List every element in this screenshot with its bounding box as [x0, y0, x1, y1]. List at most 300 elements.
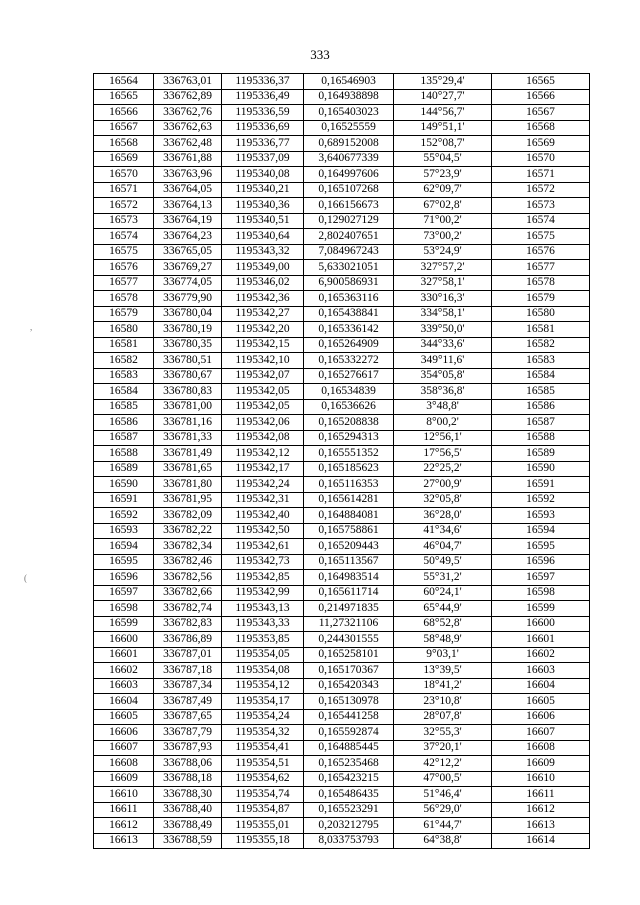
point-number-cell: 16593	[94, 523, 154, 539]
y-coordinate-cell: 1195336,77	[222, 136, 304, 152]
table-row	[94, 570, 590, 586]
bearing-cell: 344°33,6'	[394, 337, 492, 353]
y-coordinate-cell: 1195336,59	[222, 105, 304, 121]
table-row	[94, 368, 590, 384]
table-body	[94, 74, 590, 849]
table-row	[94, 399, 590, 415]
point-number-cell: 16595	[94, 554, 154, 570]
bearing-cell: 53°24,9'	[394, 244, 492, 260]
table-row	[94, 601, 590, 617]
margin-mark: ,	[30, 322, 33, 332]
x-coordinate-cell: 336788,49	[154, 818, 222, 834]
point-number-cell: 16596	[94, 570, 154, 586]
y-coordinate-cell: 1195342,07	[222, 368, 304, 384]
distance-cell: 0,166156673	[304, 198, 394, 214]
next-point-cell: 16601	[492, 632, 590, 648]
y-coordinate-cell: 1195354,08	[222, 663, 304, 679]
point-number-cell: 16612	[94, 818, 154, 834]
x-coordinate-cell: 336780,83	[154, 384, 222, 400]
y-coordinate-cell: 1195342,24	[222, 477, 304, 493]
distance-cell: 0,165264909	[304, 337, 394, 353]
table-row	[94, 213, 590, 229]
y-coordinate-cell: 1195353,85	[222, 632, 304, 648]
x-coordinate-cell: 336787,65	[154, 709, 222, 725]
next-point-cell: 16571	[492, 167, 590, 183]
distance-cell: 0,165420343	[304, 678, 394, 694]
distance-cell: 0,165758861	[304, 523, 394, 539]
x-coordinate-cell: 336788,59	[154, 833, 222, 849]
distance-cell: 0,165332272	[304, 353, 394, 369]
distance-cell: 0,165614281	[304, 492, 394, 508]
x-coordinate-cell: 336762,76	[154, 105, 222, 121]
point-number-cell: 16569	[94, 151, 154, 167]
bearing-cell: 152°08,7'	[394, 136, 492, 152]
x-coordinate-cell: 336780,67	[154, 368, 222, 384]
point-number-cell: 16602	[94, 663, 154, 679]
distance-cell: 0,164884081	[304, 508, 394, 524]
coordinates-table	[93, 73, 590, 849]
point-number-cell: 16576	[94, 260, 154, 276]
y-coordinate-cell: 1195342,31	[222, 492, 304, 508]
bearing-cell: 47°00,5'	[394, 771, 492, 787]
next-point-cell: 16611	[492, 787, 590, 803]
y-coordinate-cell: 1195349,00	[222, 260, 304, 276]
x-coordinate-cell: 336782,66	[154, 585, 222, 601]
bearing-cell: 330°16,3'	[394, 291, 492, 307]
table-row	[94, 430, 590, 446]
next-point-cell: 16587	[492, 415, 590, 431]
bearing-cell: 358°36,8'	[394, 384, 492, 400]
point-number-cell: 16568	[94, 136, 154, 152]
point-number-cell: 16589	[94, 461, 154, 477]
distance-cell: 0,165486435	[304, 787, 394, 803]
distance-cell: 0,16546903	[304, 74, 394, 90]
next-point-cell: 16602	[492, 647, 590, 663]
x-coordinate-cell: 336782,22	[154, 523, 222, 539]
table-row	[94, 229, 590, 245]
x-coordinate-cell: 336761,88	[154, 151, 222, 167]
x-coordinate-cell: 336763,01	[154, 74, 222, 90]
table-row	[94, 244, 590, 260]
point-number-cell: 16564	[94, 74, 154, 90]
point-number-cell: 16585	[94, 399, 154, 415]
bearing-cell: 349°11,6'	[394, 353, 492, 369]
x-coordinate-cell: 336774,05	[154, 275, 222, 291]
x-coordinate-cell: 336762,89	[154, 89, 222, 105]
x-coordinate-cell: 336788,18	[154, 771, 222, 787]
point-number-cell: 16601	[94, 647, 154, 663]
distance-cell: 3,640677339	[304, 151, 394, 167]
table-row	[94, 787, 590, 803]
x-coordinate-cell: 336787,18	[154, 663, 222, 679]
y-coordinate-cell: 1195354,41	[222, 740, 304, 756]
point-number-cell: 16597	[94, 585, 154, 601]
table-row	[94, 616, 590, 632]
point-number-cell: 16573	[94, 213, 154, 229]
table-row	[94, 523, 590, 539]
table-row	[94, 802, 590, 818]
distance-cell: 0,244301555	[304, 632, 394, 648]
point-number-cell: 16608	[94, 756, 154, 772]
distance-cell: 0,165113567	[304, 554, 394, 570]
table-row	[94, 740, 590, 756]
next-point-cell: 16606	[492, 709, 590, 725]
next-point-cell: 16593	[492, 508, 590, 524]
x-coordinate-cell: 336787,49	[154, 694, 222, 710]
point-number-cell: 16591	[94, 492, 154, 508]
x-coordinate-cell: 336782,83	[154, 616, 222, 632]
table-row	[94, 353, 590, 369]
bearing-cell: 46°04,7'	[394, 539, 492, 555]
distance-cell: 0,164997606	[304, 167, 394, 183]
table-row	[94, 306, 590, 322]
y-coordinate-cell: 1195340,36	[222, 198, 304, 214]
table-row	[94, 337, 590, 353]
table-row	[94, 260, 590, 276]
point-number-cell: 16607	[94, 740, 154, 756]
x-coordinate-cell: 336782,46	[154, 554, 222, 570]
point-number-cell: 16594	[94, 539, 154, 555]
next-point-cell: 16610	[492, 771, 590, 787]
distance-cell: 0,214971835	[304, 601, 394, 617]
table-row	[94, 291, 590, 307]
y-coordinate-cell: 1195342,73	[222, 554, 304, 570]
next-point-cell: 16595	[492, 539, 590, 555]
next-point-cell: 16613	[492, 818, 590, 834]
table-row	[94, 725, 590, 741]
next-point-cell: 16584	[492, 368, 590, 384]
distance-cell: 8,033753793	[304, 833, 394, 849]
point-number-cell: 16583	[94, 368, 154, 384]
next-point-cell: 16581	[492, 322, 590, 338]
bearing-cell: 327°57,2'	[394, 260, 492, 276]
next-point-cell: 16590	[492, 461, 590, 477]
bearing-cell: 3°48,8'	[394, 399, 492, 415]
x-coordinate-cell: 336781,65	[154, 461, 222, 477]
distance-cell: 0,165185623	[304, 461, 394, 477]
next-point-cell: 16583	[492, 353, 590, 369]
next-point-cell: 16575	[492, 229, 590, 245]
bearing-cell: 36°28,0'	[394, 508, 492, 524]
bearing-cell: 61°44,7'	[394, 818, 492, 834]
bearing-cell: 354°05,8'	[394, 368, 492, 384]
x-coordinate-cell: 336782,74	[154, 601, 222, 617]
x-coordinate-cell: 336787,93	[154, 740, 222, 756]
y-coordinate-cell: 1195354,87	[222, 802, 304, 818]
distance-cell: 0,165235468	[304, 756, 394, 772]
distance-cell: 0,16536626	[304, 399, 394, 415]
x-coordinate-cell: 336788,40	[154, 802, 222, 818]
distance-cell: 11,27321106	[304, 616, 394, 632]
next-point-cell: 16579	[492, 291, 590, 307]
point-number-cell: 16577	[94, 275, 154, 291]
bearing-cell: 339°50,0'	[394, 322, 492, 338]
table-row	[94, 647, 590, 663]
next-point-cell: 16569	[492, 136, 590, 152]
y-coordinate-cell: 1195342,06	[222, 415, 304, 431]
point-number-cell: 16609	[94, 771, 154, 787]
x-coordinate-cell: 336787,01	[154, 647, 222, 663]
bearing-cell: 22°25,2'	[394, 461, 492, 477]
table-row	[94, 771, 590, 787]
x-coordinate-cell: 336764,05	[154, 182, 222, 198]
next-point-cell: 16570	[492, 151, 590, 167]
distance-cell: 0,165551352	[304, 446, 394, 462]
table-row	[94, 585, 590, 601]
next-point-cell: 16586	[492, 399, 590, 415]
next-point-cell: 16577	[492, 260, 590, 276]
table-row	[94, 198, 590, 214]
next-point-cell: 16591	[492, 477, 590, 493]
point-number-cell: 16590	[94, 477, 154, 493]
distance-cell: 0,164885445	[304, 740, 394, 756]
next-point-cell: 16607	[492, 725, 590, 741]
table-row	[94, 756, 590, 772]
point-number-cell: 16613	[94, 833, 154, 849]
x-coordinate-cell: 336764,13	[154, 198, 222, 214]
table-row	[94, 120, 590, 136]
next-point-cell: 16565	[492, 74, 590, 90]
bearing-cell: 50°49,5'	[394, 554, 492, 570]
y-coordinate-cell: 1195342,17	[222, 461, 304, 477]
y-coordinate-cell: 1195340,21	[222, 182, 304, 198]
next-point-cell: 16596	[492, 554, 590, 570]
next-point-cell: 16589	[492, 446, 590, 462]
bearing-cell: 73°00,2'	[394, 229, 492, 245]
y-coordinate-cell: 1195340,64	[222, 229, 304, 245]
point-number-cell: 16570	[94, 167, 154, 183]
x-coordinate-cell: 336763,96	[154, 167, 222, 183]
next-point-cell: 16578	[492, 275, 590, 291]
distance-cell: 0,165276617	[304, 368, 394, 384]
next-point-cell: 16568	[492, 120, 590, 136]
bearing-cell: 140°27,7'	[394, 89, 492, 105]
next-point-cell: 16612	[492, 802, 590, 818]
bearing-cell: 41°34,6'	[394, 523, 492, 539]
bearing-cell: 135°29,4'	[394, 74, 492, 90]
bearing-cell: 56°29,0'	[394, 802, 492, 818]
bearing-cell: 28°07,8'	[394, 709, 492, 725]
next-point-cell: 16567	[492, 105, 590, 121]
distance-cell: 0,164983514	[304, 570, 394, 586]
x-coordinate-cell: 336762,63	[154, 120, 222, 136]
y-coordinate-cell: 1195336,49	[222, 89, 304, 105]
point-number-cell: 16605	[94, 709, 154, 725]
bearing-cell: 57°23,9'	[394, 167, 492, 183]
bearing-cell: 64°38,8'	[394, 833, 492, 849]
distance-cell: 0,165423215	[304, 771, 394, 787]
y-coordinate-cell: 1195354,17	[222, 694, 304, 710]
next-point-cell: 16598	[492, 585, 590, 601]
table-row	[94, 539, 590, 555]
bearing-cell: 32°55,3'	[394, 725, 492, 741]
bearing-cell: 17°56,5'	[394, 446, 492, 462]
y-coordinate-cell: 1195342,40	[222, 508, 304, 524]
point-number-cell: 16574	[94, 229, 154, 245]
y-coordinate-cell: 1195354,12	[222, 678, 304, 694]
table-row	[94, 151, 590, 167]
point-number-cell: 16604	[94, 694, 154, 710]
point-number-cell: 16600	[94, 632, 154, 648]
table-row	[94, 275, 590, 291]
distance-cell: 0,16534839	[304, 384, 394, 400]
y-coordinate-cell: 1195342,36	[222, 291, 304, 307]
next-point-cell: 16573	[492, 198, 590, 214]
table-row	[94, 694, 590, 710]
distance-cell: 0,165363116	[304, 291, 394, 307]
table-row	[94, 182, 590, 198]
y-coordinate-cell: 1195337,09	[222, 151, 304, 167]
x-coordinate-cell: 336765,05	[154, 244, 222, 260]
table-row	[94, 554, 590, 570]
bearing-cell: 62°09,7'	[394, 182, 492, 198]
table-row	[94, 632, 590, 648]
x-coordinate-cell: 336781,80	[154, 477, 222, 493]
y-coordinate-cell: 1195342,27	[222, 306, 304, 322]
bearing-cell: 13°39,5'	[394, 663, 492, 679]
bearing-cell: 12°56,1'	[394, 430, 492, 446]
next-point-cell: 16582	[492, 337, 590, 353]
point-number-cell: 16586	[94, 415, 154, 431]
point-number-cell: 16581	[94, 337, 154, 353]
next-point-cell: 16572	[492, 182, 590, 198]
point-number-cell: 16598	[94, 601, 154, 617]
x-coordinate-cell: 336787,79	[154, 725, 222, 741]
y-coordinate-cell: 1195343,13	[222, 601, 304, 617]
x-coordinate-cell: 336780,04	[154, 306, 222, 322]
next-point-cell: 16592	[492, 492, 590, 508]
y-coordinate-cell: 1195342,99	[222, 585, 304, 601]
y-coordinate-cell: 1195336,37	[222, 74, 304, 90]
next-point-cell: 16566	[492, 89, 590, 105]
next-point-cell: 16600	[492, 616, 590, 632]
bearing-cell: 327°58,1'	[394, 275, 492, 291]
distance-cell: 0,165116353	[304, 477, 394, 493]
distance-cell: 0,689152008	[304, 136, 394, 152]
next-point-cell: 16585	[492, 384, 590, 400]
y-coordinate-cell: 1195343,32	[222, 244, 304, 260]
x-coordinate-cell: 336782,56	[154, 570, 222, 586]
distance-cell: 0,165441258	[304, 709, 394, 725]
point-number-cell: 16572	[94, 198, 154, 214]
point-number-cell: 16606	[94, 725, 154, 741]
table-row	[94, 678, 590, 694]
y-coordinate-cell: 1195354,74	[222, 787, 304, 803]
distance-cell: 0,165209443	[304, 539, 394, 555]
next-point-cell: 16588	[492, 430, 590, 446]
table-row	[94, 508, 590, 524]
x-coordinate-cell: 336786,89	[154, 632, 222, 648]
bearing-cell: 27°00,9'	[394, 477, 492, 493]
distance-cell: 0,165611714	[304, 585, 394, 601]
x-coordinate-cell: 336782,09	[154, 508, 222, 524]
y-coordinate-cell: 1195354,51	[222, 756, 304, 772]
point-number-cell: 16575	[94, 244, 154, 260]
bearing-cell: 60°24,1'	[394, 585, 492, 601]
bearing-cell: 51°46,4'	[394, 787, 492, 803]
y-coordinate-cell: 1195340,51	[222, 213, 304, 229]
point-number-cell: 16599	[94, 616, 154, 632]
next-point-cell: 16605	[492, 694, 590, 710]
table-row	[94, 74, 590, 90]
table-row	[94, 477, 590, 493]
margin-mark: (	[24, 573, 27, 583]
x-coordinate-cell: 336780,19	[154, 322, 222, 338]
point-number-cell: 16566	[94, 105, 154, 121]
y-coordinate-cell: 1195354,32	[222, 725, 304, 741]
x-coordinate-cell: 336781,00	[154, 399, 222, 415]
point-number-cell: 16565	[94, 89, 154, 105]
bearing-cell: 58°48,9'	[394, 632, 492, 648]
next-point-cell: 16599	[492, 601, 590, 617]
bearing-cell: 71°00,2'	[394, 213, 492, 229]
next-point-cell: 16603	[492, 663, 590, 679]
distance-cell: 0,165336142	[304, 322, 394, 338]
distance-cell: 0,129027129	[304, 213, 394, 229]
distance-cell: 0,165438841	[304, 306, 394, 322]
distance-cell: 6,900586931	[304, 275, 394, 291]
y-coordinate-cell: 1195355,01	[222, 818, 304, 834]
distance-cell: 0,165208838	[304, 415, 394, 431]
y-coordinate-cell: 1195355,18	[222, 833, 304, 849]
y-coordinate-cell: 1195340,08	[222, 167, 304, 183]
table-row	[94, 818, 590, 834]
y-coordinate-cell: 1195342,05	[222, 384, 304, 400]
point-number-cell: 16580	[94, 322, 154, 338]
y-coordinate-cell: 1195342,61	[222, 539, 304, 555]
next-point-cell: 16609	[492, 756, 590, 772]
table-row	[94, 492, 590, 508]
table-row	[94, 833, 590, 849]
next-point-cell: 16580	[492, 306, 590, 322]
distance-cell: 0,165107268	[304, 182, 394, 198]
bearing-cell: 68°52,8'	[394, 616, 492, 632]
point-number-cell: 16588	[94, 446, 154, 462]
distance-cell: 0,165294313	[304, 430, 394, 446]
x-coordinate-cell: 336780,51	[154, 353, 222, 369]
bearing-cell: 144°56,7'	[394, 105, 492, 121]
x-coordinate-cell: 336782,34	[154, 539, 222, 555]
x-coordinate-cell: 336788,30	[154, 787, 222, 803]
x-coordinate-cell: 336788,06	[154, 756, 222, 772]
point-number-cell: 16579	[94, 306, 154, 322]
bearing-cell: 65°44,9'	[394, 601, 492, 617]
y-coordinate-cell: 1195346,02	[222, 275, 304, 291]
bearing-cell: 32°05,8'	[394, 492, 492, 508]
point-number-cell: 16592	[94, 508, 154, 524]
distance-cell: 0,165403023	[304, 105, 394, 121]
table-row	[94, 446, 590, 462]
table-row	[94, 415, 590, 431]
y-coordinate-cell: 1195342,20	[222, 322, 304, 338]
y-coordinate-cell: 1195342,10	[222, 353, 304, 369]
x-coordinate-cell: 336764,19	[154, 213, 222, 229]
y-coordinate-cell: 1195342,08	[222, 430, 304, 446]
next-point-cell: 16597	[492, 570, 590, 586]
table-row	[94, 89, 590, 105]
table-row	[94, 461, 590, 477]
y-coordinate-cell: 1195342,12	[222, 446, 304, 462]
next-point-cell: 16608	[492, 740, 590, 756]
point-number-cell: 16567	[94, 120, 154, 136]
page-number: 333	[310, 47, 330, 62]
distance-cell: 0,203212795	[304, 818, 394, 834]
x-coordinate-cell: 336780,35	[154, 337, 222, 353]
y-coordinate-cell: 1195342,15	[222, 337, 304, 353]
distance-cell: 0,165258101	[304, 647, 394, 663]
point-number-cell: 16611	[94, 802, 154, 818]
y-coordinate-cell: 1195342,05	[222, 399, 304, 415]
